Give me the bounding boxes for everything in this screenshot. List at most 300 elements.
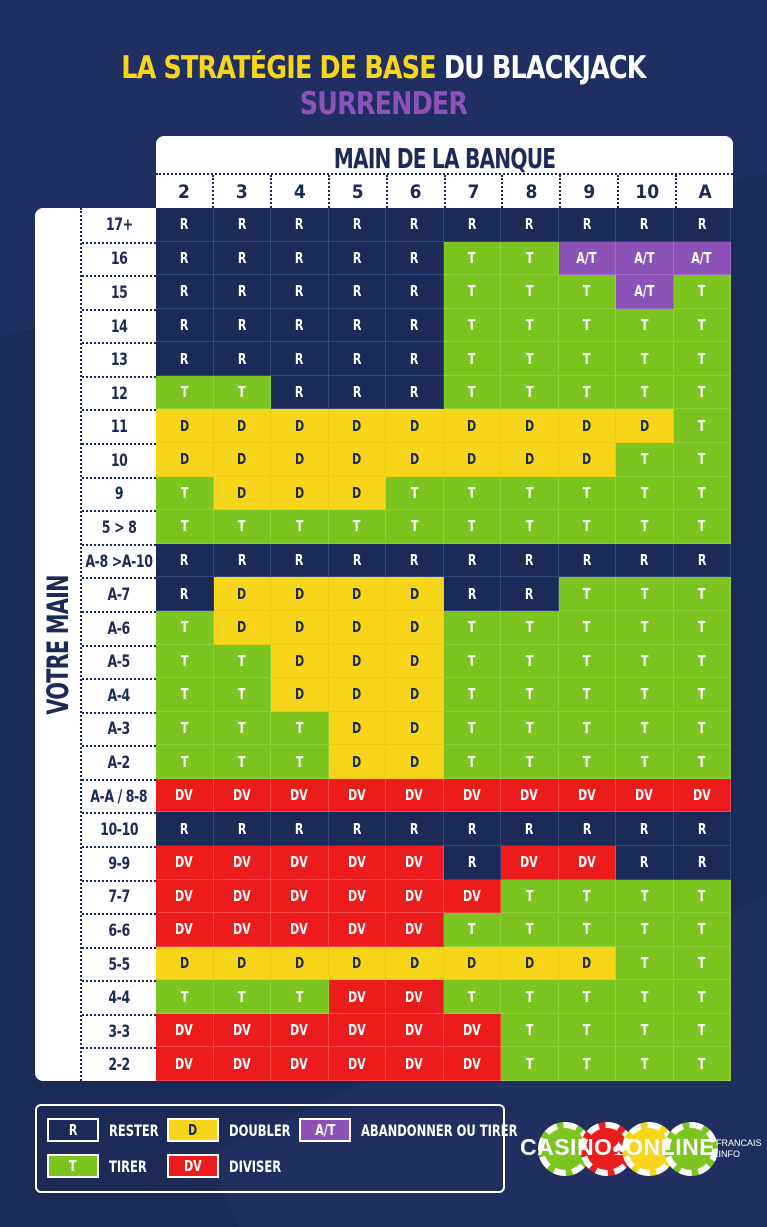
strategy-cell: DV xyxy=(214,913,272,947)
player-axis xyxy=(35,208,80,1081)
strategy-cell: R xyxy=(214,208,272,242)
legend xyxy=(35,1104,518,1193)
strategy-cell: D xyxy=(329,645,387,679)
strategy-cell: DV xyxy=(386,880,444,914)
legend-swatch: R xyxy=(47,1118,99,1142)
strategy-cell: D xyxy=(214,947,272,981)
row-label: 11 xyxy=(82,409,156,443)
strategy-cell: R xyxy=(386,208,444,242)
strategy-cell: T xyxy=(501,611,559,645)
strategy-cell: D xyxy=(271,477,329,511)
strategy-cell: T xyxy=(501,1014,559,1048)
strategy-cell: T xyxy=(616,376,674,410)
strategy-cell: T xyxy=(674,712,732,746)
strategy-cell: T xyxy=(559,1047,617,1081)
strategy-cell: T xyxy=(616,880,674,914)
strategy-cell: R xyxy=(214,342,272,376)
row-label: 13 xyxy=(82,342,156,376)
row-label: 7-7 xyxy=(82,880,156,914)
strategy-cell: R xyxy=(156,577,214,611)
strategy-cell: D xyxy=(386,947,444,981)
strategy-cell: R xyxy=(386,242,444,276)
strategy-cell: T xyxy=(214,745,272,779)
strategy-cell: T xyxy=(271,510,329,544)
strategy-cell: T xyxy=(674,980,732,1014)
strategy-cell: D xyxy=(329,611,387,645)
title-part-3: SURRENDER xyxy=(299,86,468,122)
strategy-cell: D xyxy=(559,409,617,443)
strategy-cell: DV xyxy=(156,1047,214,1081)
strategy-cell: T xyxy=(616,980,674,1014)
strategy-cell: T xyxy=(214,712,272,746)
strategy-cell: T xyxy=(674,645,732,679)
logo-suffix: FRANCAIS .INFO xyxy=(716,1138,762,1159)
strategy-cell: T xyxy=(156,477,214,511)
strategy-cell: R xyxy=(616,208,674,242)
strategy-cell: R xyxy=(444,208,502,242)
strategy-cell: D xyxy=(329,409,387,443)
row-label: 10 xyxy=(82,443,156,477)
strategy-cell: R xyxy=(386,275,444,309)
strategy-cell: DV xyxy=(329,846,387,880)
strategy-cell: DV xyxy=(444,779,502,813)
strategy-cell: T xyxy=(501,309,559,343)
legend-item-rester xyxy=(47,1118,171,1142)
strategy-cell: DV xyxy=(329,913,387,947)
strategy-cell: T xyxy=(559,510,617,544)
strategy-cell: T xyxy=(501,1047,559,1081)
strategy-cell: R xyxy=(616,812,674,846)
strategy-cell: D xyxy=(501,409,559,443)
row-label: A-8 >A-10 xyxy=(82,544,156,578)
strategy-cell: T xyxy=(501,712,559,746)
strategy-cell: DV xyxy=(271,779,329,813)
strategy-cell: D xyxy=(386,712,444,746)
strategy-cell: DV xyxy=(271,1047,329,1081)
strategy-cell: R xyxy=(329,376,387,410)
strategy-cell: DV xyxy=(214,846,272,880)
strategy-cell: DV xyxy=(214,880,272,914)
strategy-cell: T xyxy=(674,342,732,376)
strategy-cell: R xyxy=(156,342,214,376)
strategy-cell: T xyxy=(214,980,272,1014)
strategy-cell: D xyxy=(214,477,272,511)
strategy-cell: DV xyxy=(271,913,329,947)
strategy-cell: D xyxy=(271,947,329,981)
strategy-cell: T xyxy=(156,376,214,410)
strategy-cell: R xyxy=(214,309,272,343)
strategy-cell: T xyxy=(501,242,559,276)
strategy-cell: T xyxy=(674,913,732,947)
strategy-cell: T xyxy=(559,477,617,511)
strategy-grid xyxy=(156,208,733,1081)
strategy-cell: R xyxy=(674,208,732,242)
strategy-cell: D xyxy=(214,577,272,611)
strategy-cell: T xyxy=(616,947,674,981)
strategy-cell: T xyxy=(156,745,214,779)
strategy-cell: T xyxy=(559,376,617,410)
strategy-cell: T xyxy=(559,913,617,947)
strategy-cell: R xyxy=(616,846,674,880)
strategy-cell: T xyxy=(674,947,732,981)
strategy-cell: T xyxy=(444,645,502,679)
strategy-cell: T xyxy=(674,309,732,343)
strategy-cell: T xyxy=(156,980,214,1014)
strategy-cell: T xyxy=(271,980,329,1014)
strategy-cell: D xyxy=(329,477,387,511)
strategy-cell: T xyxy=(444,510,502,544)
strategy-cell: R xyxy=(501,577,559,611)
strategy-cell: R xyxy=(329,309,387,343)
strategy-cell: A/T xyxy=(616,275,674,309)
strategy-cell: R xyxy=(559,544,617,578)
strategy-cell: T xyxy=(616,1014,674,1048)
strategy-cell: T xyxy=(616,443,674,477)
strategy-cell: R xyxy=(156,544,214,578)
strategy-cell: T xyxy=(156,712,214,746)
strategy-cell: T xyxy=(444,980,502,1014)
strategy-cell: T xyxy=(501,880,559,914)
dealer-column-header: 10 xyxy=(617,175,675,208)
strategy-cell: DV xyxy=(444,1014,502,1048)
strategy-cell: R xyxy=(386,812,444,846)
strategy-cell: T xyxy=(616,913,674,947)
strategy-cell: T xyxy=(674,1014,732,1048)
strategy-cell: T xyxy=(386,477,444,511)
strategy-cell: T xyxy=(214,510,272,544)
strategy-cell: DV xyxy=(386,980,444,1014)
strategy-cell: T xyxy=(559,880,617,914)
strategy-cell: R xyxy=(329,242,387,276)
strategy-cell: R xyxy=(501,544,559,578)
strategy-cell: R xyxy=(444,577,502,611)
strategy-cell: D xyxy=(156,409,214,443)
strategy-cell: DV xyxy=(501,779,559,813)
strategy-cell: D xyxy=(329,443,387,477)
strategy-cell: D xyxy=(386,577,444,611)
strategy-cell: T xyxy=(501,645,559,679)
strategy-cell: R xyxy=(329,208,387,242)
strategy-cell: D xyxy=(386,611,444,645)
strategy-cell: T xyxy=(444,275,502,309)
legend-swatch: D xyxy=(167,1118,219,1142)
strategy-cell: DV xyxy=(214,1014,272,1048)
strategy-cell: D xyxy=(559,947,617,981)
strategy-cell: R xyxy=(501,208,559,242)
strategy-cell: T xyxy=(444,309,502,343)
strategy-cell: T xyxy=(444,712,502,746)
strategy-cell: T xyxy=(559,1014,617,1048)
strategy-cell: A/T xyxy=(559,242,617,276)
strategy-cell: R xyxy=(616,544,674,578)
row-label: 5 > 8 xyxy=(82,510,156,544)
strategy-cell: R xyxy=(156,242,214,276)
strategy-cell: DV xyxy=(271,880,329,914)
strategy-cell: T xyxy=(616,477,674,511)
strategy-cell: DV xyxy=(616,779,674,813)
strategy-cell: T xyxy=(674,1047,732,1081)
legend-label: TIRER xyxy=(109,1156,147,1176)
strategy-cell: T xyxy=(156,678,214,712)
strategy-cell: DV xyxy=(271,846,329,880)
dealer-column-header: 9 xyxy=(559,175,617,208)
strategy-cell: D xyxy=(329,577,387,611)
strategy-cell: R xyxy=(271,242,329,276)
logo-text: CASINO♠ONLINE xyxy=(520,1134,716,1160)
legend-item-doubler xyxy=(167,1118,306,1142)
strategy-cell: T xyxy=(444,611,502,645)
strategy-cell: T xyxy=(559,611,617,645)
row-label: A-4 xyxy=(82,678,156,712)
strategy-cell: T xyxy=(271,745,329,779)
strategy-cell: T xyxy=(674,745,732,779)
strategy-cell: T xyxy=(214,678,272,712)
strategy-cell: T xyxy=(501,678,559,712)
row-label: 9 xyxy=(82,477,156,511)
strategy-cell: DV xyxy=(271,1014,329,1048)
dealer-columns xyxy=(156,173,733,208)
strategy-cell: T xyxy=(674,376,732,410)
strategy-cell: T xyxy=(559,577,617,611)
strategy-cell: DV xyxy=(444,1047,502,1081)
strategy-cell: R xyxy=(386,544,444,578)
strategy-cell: T xyxy=(674,577,732,611)
strategy-cell: D xyxy=(271,409,329,443)
strategy-cell: D xyxy=(329,678,387,712)
dealer-header xyxy=(156,136,733,208)
legend-label: DIVISER xyxy=(229,1156,282,1176)
strategy-cell: D xyxy=(386,678,444,712)
strategy-cell: R xyxy=(271,275,329,309)
strategy-cell: T xyxy=(559,309,617,343)
strategy-cell: D xyxy=(271,577,329,611)
strategy-cell: R xyxy=(271,544,329,578)
strategy-cell: T xyxy=(616,745,674,779)
player-axis-label: VOTRE MAIN xyxy=(40,574,75,715)
strategy-cell: D xyxy=(386,645,444,679)
title-part-1: LA STRATÉGIE DE BASE xyxy=(121,50,436,86)
strategy-cell: T xyxy=(616,309,674,343)
strategy-cell: T xyxy=(616,712,674,746)
legend-label: ABANDONNER OU TIRER xyxy=(361,1120,518,1140)
strategy-cell: T xyxy=(501,477,559,511)
strategy-cell: D xyxy=(271,678,329,712)
strategy-cell: DV xyxy=(329,1014,387,1048)
strategy-cell: T xyxy=(444,342,502,376)
strategy-cell: DV xyxy=(386,1047,444,1081)
strategy-cell: D xyxy=(444,443,502,477)
legend-label: RESTER xyxy=(109,1120,159,1140)
strategy-cell: DV xyxy=(386,913,444,947)
strategy-cell: R xyxy=(559,812,617,846)
strategy-cell: T xyxy=(674,611,732,645)
legend-swatch: DV xyxy=(167,1154,219,1178)
strategy-cell: DV xyxy=(156,1014,214,1048)
strategy-cell: R xyxy=(674,846,732,880)
strategy-cell: R xyxy=(386,376,444,410)
strategy-cell: R xyxy=(156,275,214,309)
strategy-cell: T xyxy=(674,443,732,477)
strategy-cell: R xyxy=(444,846,502,880)
strategy-cell: T xyxy=(214,376,272,410)
strategy-cell: T xyxy=(444,678,502,712)
strategy-cell: R xyxy=(386,309,444,343)
dealer-column-header: 4 xyxy=(270,175,328,208)
strategy-cell: DV xyxy=(214,1047,272,1081)
strategy-cell: R xyxy=(214,544,272,578)
strategy-cell: R xyxy=(674,544,732,578)
row-label: A-2 xyxy=(82,745,156,779)
row-label: 4-4 xyxy=(82,980,156,1014)
strategy-cell: R xyxy=(214,812,272,846)
strategy-cell: R xyxy=(444,544,502,578)
strategy-cell: R xyxy=(271,342,329,376)
strategy-cell: D xyxy=(559,443,617,477)
row-label: 10-10 xyxy=(82,812,156,846)
strategy-cell: R xyxy=(329,342,387,376)
strategy-cell: DV xyxy=(156,846,214,880)
strategy-cell: T xyxy=(559,275,617,309)
strategy-cell: T xyxy=(501,510,559,544)
strategy-cell: A/T xyxy=(674,242,732,276)
row-label: 12 xyxy=(82,376,156,410)
row-label: 15 xyxy=(82,275,156,309)
strategy-cell: D xyxy=(214,443,272,477)
strategy-cell: T xyxy=(616,678,674,712)
strategy-cell: R xyxy=(271,208,329,242)
strategy-cell: R xyxy=(271,812,329,846)
row-label: 9-9 xyxy=(82,846,156,880)
strategy-cell: R xyxy=(271,376,329,410)
strategy-cell: DV xyxy=(329,779,387,813)
strategy-cell: R xyxy=(674,812,732,846)
strategy-cell: DV xyxy=(559,846,617,880)
row-label: 14 xyxy=(82,309,156,343)
strategy-cell: R xyxy=(156,812,214,846)
strategy-cell: DV xyxy=(156,779,214,813)
strategy-cell: T xyxy=(674,275,732,309)
strategy-cell: DV xyxy=(329,1047,387,1081)
strategy-cell: DV xyxy=(386,1014,444,1048)
strategy-cell: D xyxy=(501,947,559,981)
strategy-cell: DV xyxy=(329,980,387,1014)
strategy-cell: DV xyxy=(559,779,617,813)
strategy-cell: T xyxy=(444,913,502,947)
dealer-column-header: A xyxy=(675,175,733,208)
dealer-column-header: 8 xyxy=(501,175,559,208)
strategy-cell: T xyxy=(559,678,617,712)
strategy-cell: R xyxy=(501,812,559,846)
legend-label: DOUBLER xyxy=(229,1120,291,1140)
legend-swatch: A/T xyxy=(299,1118,351,1142)
row-label: A-7 xyxy=(82,577,156,611)
page-title xyxy=(69,50,698,122)
dealer-column-header: 6 xyxy=(386,175,444,208)
dealer-column-header: 3 xyxy=(212,175,270,208)
strategy-cell: R xyxy=(271,309,329,343)
strategy-cell: T xyxy=(559,745,617,779)
dealer-column-header: 5 xyxy=(328,175,386,208)
strategy-cell: D xyxy=(444,947,502,981)
legend-item-tirer xyxy=(47,1154,156,1178)
strategy-cell: D xyxy=(271,645,329,679)
strategy-cell: R xyxy=(214,275,272,309)
strategy-cell: T xyxy=(156,645,214,679)
strategy-cell: D xyxy=(616,409,674,443)
strategy-cell: DV xyxy=(444,880,502,914)
strategy-cell: T xyxy=(559,645,617,679)
strategy-cell: T xyxy=(501,913,559,947)
row-labels xyxy=(80,208,156,1081)
strategy-cell: DV xyxy=(329,880,387,914)
strategy-cell: T xyxy=(501,376,559,410)
strategy-cell: R xyxy=(386,342,444,376)
strategy-cell: DV xyxy=(156,913,214,947)
legend-item-diviser xyxy=(167,1154,294,1178)
strategy-cell: T xyxy=(674,510,732,544)
strategy-cell: R xyxy=(329,812,387,846)
strategy-cell: T xyxy=(444,745,502,779)
strategy-cell: T xyxy=(156,510,214,544)
strategy-cell: D xyxy=(214,409,272,443)
row-label: 2-2 xyxy=(82,1047,156,1081)
strategy-cell: R xyxy=(444,812,502,846)
strategy-cell: T xyxy=(271,712,329,746)
strategy-cell: DV xyxy=(156,880,214,914)
strategy-cell: T xyxy=(616,577,674,611)
row-label: 6-6 xyxy=(82,913,156,947)
strategy-cell: R xyxy=(214,242,272,276)
strategy-cell: D xyxy=(386,409,444,443)
strategy-cell: T xyxy=(559,712,617,746)
strategy-cell: D xyxy=(329,712,387,746)
dealer-column-header: 2 xyxy=(178,180,190,203)
row-label: 5-5 xyxy=(82,947,156,981)
strategy-cell: T xyxy=(616,510,674,544)
strategy-cell: T xyxy=(616,645,674,679)
strategy-cell: R xyxy=(559,208,617,242)
strategy-cell: T xyxy=(386,510,444,544)
strategy-cell: DV xyxy=(214,779,272,813)
strategy-cell: R xyxy=(156,309,214,343)
strategy-cell: D xyxy=(156,947,214,981)
strategy-cell: D xyxy=(386,443,444,477)
strategy-cell: DV xyxy=(386,779,444,813)
strategy-cell: D xyxy=(329,745,387,779)
strategy-cell: D xyxy=(271,443,329,477)
legend-swatch: T xyxy=(47,1154,99,1178)
strategy-cell: T xyxy=(501,342,559,376)
strategy-cell: T xyxy=(501,275,559,309)
dealer-column-header: 7 xyxy=(444,175,502,208)
strategy-cell: D xyxy=(501,443,559,477)
strategy-cell: DV xyxy=(386,846,444,880)
row-label: 3-3 xyxy=(82,1014,156,1048)
strategy-cell: T xyxy=(501,745,559,779)
strategy-cell: R xyxy=(156,208,214,242)
strategy-cell: T xyxy=(674,678,732,712)
strategy-cell: D xyxy=(214,611,272,645)
strategy-cell: DV xyxy=(501,846,559,880)
strategy-cell: D xyxy=(386,745,444,779)
strategy-cell: T xyxy=(444,242,502,276)
row-label: A-A / 8-8 xyxy=(82,779,156,813)
strategy-cell: T xyxy=(674,409,732,443)
strategy-cell: D xyxy=(271,611,329,645)
row-label: A-5 xyxy=(82,645,156,679)
strategy-cell: R xyxy=(329,275,387,309)
strategy-cell: T xyxy=(616,342,674,376)
